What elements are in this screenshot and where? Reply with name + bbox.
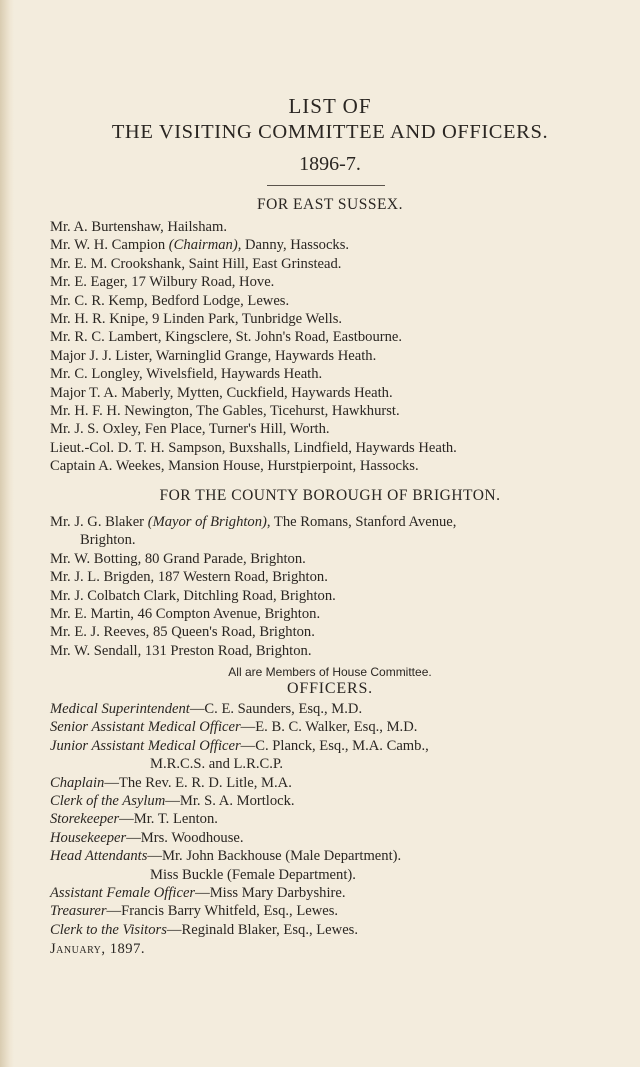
officer-entry <box>50 884 620 902</box>
member-text: Major T. A. Maberly, Mytten, Cuckfield, Haywards Heath. <box>50 384 393 401</box>
officer-entry <box>50 829 620 847</box>
brighton-heading: FOR THE COUNTY BOROUGH OF BRIGHTON. <box>159 487 501 504</box>
officer-entry <box>50 792 620 810</box>
member-entry <box>50 292 620 310</box>
member-text: Mr. E. Martin, 46 Compton Avenue, Brighton. <box>50 606 321 623</box>
officer-name: —E. B. C. Walker, Esq., M.D. <box>240 719 418 736</box>
member-text: Mr. C. R. Kemp, Bedford Lodge, Lewes. <box>50 292 290 309</box>
officer-name: —The Rev. E. R. D. Litle, M.A. <box>104 774 292 791</box>
member-title: (Mayor of Brighton) <box>147 514 267 530</box>
member-entry <box>50 347 620 365</box>
officer-role: Storekeeper <box>50 811 120 828</box>
house-committee-note: All are Members of House Committee. <box>228 665 432 679</box>
officer-entry <box>50 700 620 718</box>
member-entry <box>50 605 620 623</box>
officer-name: —Mr. S. A. Mortlock. <box>165 793 295 810</box>
member-title: (Chairman) <box>168 237 238 254</box>
member-entry <box>50 623 620 641</box>
member-text: Major J. J. Lister, Warninglid Grange, Haywards Heath. <box>50 347 377 364</box>
member-entry <box>50 420 620 438</box>
officer-entry <box>50 902 620 920</box>
member-entry <box>50 439 620 457</box>
brighton-member-list <box>50 513 620 660</box>
officer-name: —Francis Barry Whitfeld, Esq., Lewes. <box>106 903 339 920</box>
heading-list-of: LIST OF <box>288 94 372 118</box>
document-title: THE VISITING COMMITTEE AND OFFICERS. <box>111 121 549 143</box>
officer-role: Housekeeper <box>50 829 127 846</box>
member-entry <box>50 365 620 383</box>
officer-role: Clerk of the Asylum <box>50 793 166 810</box>
officer-role: Treasurer <box>50 903 107 920</box>
member-address: , The Romans, Stanford Avenue, <box>266 514 457 530</box>
member-text: Mr. R. C. Lambert, Kingsclere, St. John's Road, Eastbourne. <box>50 329 403 346</box>
officer-entry <box>50 810 620 828</box>
officer-name: —C. Planck, Esq., M.A. Camb., <box>240 737 429 754</box>
member-text: Mr. A. Burtenshaw, Hailsham. <box>50 219 227 235</box>
officer-continuation: M.R.C.S. and L.R.C.P. <box>150 756 283 773</box>
officer-role: Chaplain <box>50 774 105 791</box>
officer-name: —Mr. T. Lenton. <box>119 811 218 828</box>
member-text: Mr. J. Colbatch Clark, Ditchling Road, Brighton. <box>50 587 336 604</box>
officer-name: —Reginald Blaker, Esq., Lewes. <box>166 921 359 938</box>
page-edge <box>0 0 14 1067</box>
member-text: Lieut.-Col. D. T. H. Sampson, Buxshalls, Lindfield, Haywards Heath. <box>50 439 457 456</box>
officer-name: —Miss Mary Darbyshire. <box>195 885 346 902</box>
member-entry <box>50 218 620 236</box>
officer-name: —Mr. John Backhouse (Male Department). <box>147 848 402 865</box>
member-text: Mr. E. M. Crookshank, Saint Hill, East Grinstead. <box>50 255 342 272</box>
officer-role: Clerk to the Visitors <box>50 921 167 938</box>
member-address: , Danny, Hassocks. <box>237 237 350 254</box>
member-entry <box>50 402 620 420</box>
member-name: Mr. W. H. Campion <box>50 237 169 254</box>
east-sussex-member-list <box>50 218 620 476</box>
member-text: Mr. H. R. Knipe, 9 Linden Park, Tunbridge Wells. <box>50 311 343 328</box>
officer-entry <box>50 847 620 884</box>
member-entry <box>50 273 620 291</box>
officers-list <box>50 700 620 939</box>
officer-continuation: Miss Buckle (Female Department). <box>150 866 356 883</box>
officers-heading: OFFICERS. <box>287 680 373 697</box>
member-text: Mr. E. J. Reeves, 85 Queen's Road, Brighton. <box>50 624 315 641</box>
member-text: Mr. J. S. Oxley, Fen Place, Turner's Hill, Worth. <box>50 421 330 438</box>
member-text: Mr. W. Sendall, 131 Preston Road, Brighton. <box>50 642 312 659</box>
officer-entry <box>50 718 620 736</box>
member-text: Mr. W. Botting, 80 Grand Parade, Brighton. <box>50 550 306 567</box>
member-entry <box>50 642 620 660</box>
officer-entry <box>50 921 620 939</box>
member-entry <box>50 310 620 328</box>
officer-name: —Mrs. Woodhouse. <box>126 829 244 846</box>
officer-role: Assistant Female Officer <box>50 885 196 902</box>
east-sussex-heading: FOR EAST SUSSEX. <box>257 196 403 213</box>
member-text: Mr. J. L. Brigden, 187 Western Road, Brighton. <box>50 569 328 586</box>
member-text: Captain A. Weekes, Mansion House, Hurstpierpoint, Hassocks. <box>50 458 419 475</box>
officer-role: Medical Superintendent <box>50 701 190 717</box>
member-entry <box>50 236 620 254</box>
officer-role: Senior Assistant Medical Officer <box>50 719 241 736</box>
document-date: January, 1897. <box>50 941 146 957</box>
officer-role: Junior Assistant Medical Officer <box>50 737 241 754</box>
year-heading: 1896-7. <box>299 153 361 175</box>
member-name: Mr. J. G. Blaker <box>50 514 148 530</box>
member-entry <box>50 255 620 273</box>
officer-name: —C. E. Saunders, Esq., M.D. <box>189 701 363 717</box>
officer-entry <box>50 737 620 774</box>
member-entry <box>50 550 620 568</box>
member-text: Mr. C. Longley, Wivelsfield, Haywards Heath. <box>50 366 323 383</box>
member-entry <box>50 568 620 586</box>
member-text: Mr. E. Eager, 17 Wilbury Road, Hove. <box>50 274 275 291</box>
member-entry <box>50 457 620 475</box>
member-continuation: Brighton. <box>80 532 136 549</box>
member-entry <box>50 384 620 402</box>
divider-rule <box>267 185 385 186</box>
member-entry <box>50 513 620 550</box>
member-entry <box>50 328 620 346</box>
officer-role: Head Attendants <box>50 848 148 865</box>
member-entry <box>50 587 620 605</box>
officer-entry <box>50 774 620 792</box>
member-text: Mr. H. F. H. Newington, The Gables, Ticehurst, Hawkhurst. <box>50 403 400 420</box>
